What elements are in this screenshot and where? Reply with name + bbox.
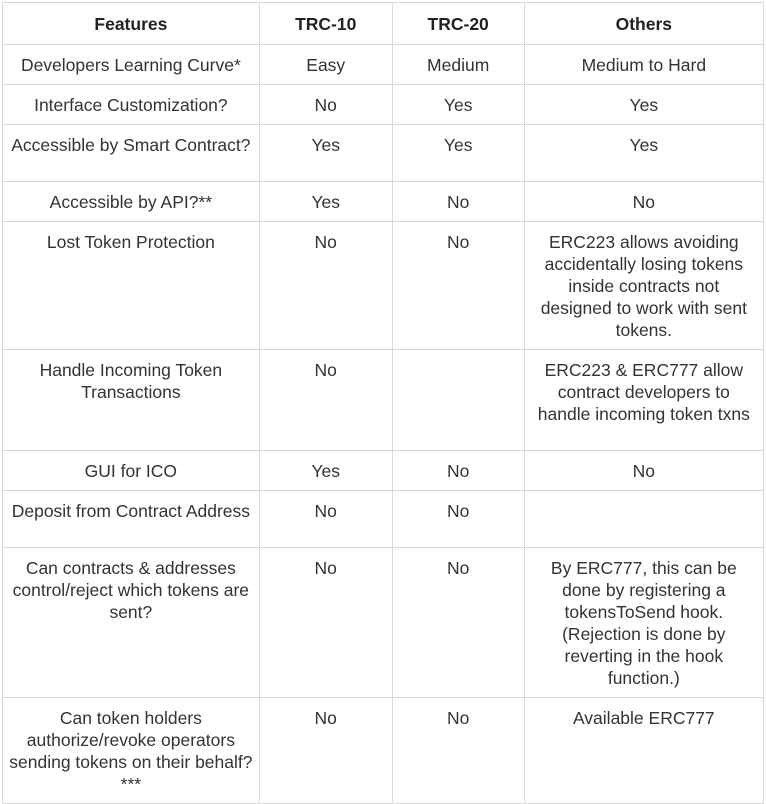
- table-row: [3, 350, 764, 451]
- trc20-cell: No: [392, 491, 524, 548]
- others-cell: By ERC777, this can be done by registering a tokensToSend hook. (Rejection is done by reverting in the hook function.): [524, 548, 763, 698]
- others-cell: No: [524, 451, 763, 491]
- table-row: [3, 548, 764, 698]
- table-row: [3, 125, 764, 182]
- trc10-cell: Easy: [259, 45, 392, 85]
- trc20-cell: [392, 350, 524, 451]
- table-row: [3, 222, 764, 350]
- trc10-cell: Yes: [259, 451, 392, 491]
- trc20-cell: No: [392, 222, 524, 350]
- table-row: [3, 698, 764, 804]
- table-row: [3, 491, 764, 548]
- others-cell: Yes: [524, 85, 763, 125]
- trc10-cell: Yes: [259, 182, 392, 222]
- trc10-cell: No: [259, 222, 392, 350]
- trc10-cell: No: [259, 491, 392, 548]
- comparison-table: [2, 2, 764, 804]
- feature-cell: Deposit from Contract Address: [3, 491, 260, 548]
- trc20-cell: No: [392, 451, 524, 491]
- feature-cell: Can token holders authorize/revoke operators sending tokens on their behalf?***: [3, 698, 260, 804]
- others-cell: Available ERC777: [524, 698, 763, 804]
- table-row: [3, 182, 764, 222]
- trc20-cell: Yes: [392, 85, 524, 125]
- others-cell: No: [524, 182, 763, 222]
- trc10-cell: No: [259, 548, 392, 698]
- header-trc10: TRC-10: [259, 3, 392, 45]
- others-cell: ERC223 & ERC777 allow contract developers to handle incoming token txns: [524, 350, 763, 451]
- others-cell: Medium to Hard: [524, 45, 763, 85]
- trc20-cell: Yes: [392, 125, 524, 182]
- feature-cell: Lost Token Protection: [3, 222, 260, 350]
- feature-cell: Developers Learning Curve*: [3, 45, 260, 85]
- trc20-cell: No: [392, 548, 524, 698]
- trc10-cell: No: [259, 698, 392, 804]
- others-cell: ERC223 allows avoiding accidentally losing tokens inside contracts not designed to work with sent tokens.: [524, 222, 763, 350]
- table-row: [3, 451, 764, 491]
- others-cell: [524, 491, 763, 548]
- trc10-cell: No: [259, 85, 392, 125]
- feature-cell: GUI for ICO: [3, 451, 260, 491]
- feature-cell: Handle Incoming Token Transactions: [3, 350, 260, 451]
- trc10-cell: No: [259, 350, 392, 451]
- feature-cell: Accessible by Smart Contract?: [3, 125, 260, 182]
- header-row: [3, 3, 764, 45]
- trc20-cell: Medium: [392, 45, 524, 85]
- trc20-cell: No: [392, 698, 524, 804]
- feature-cell: Interface Customization?: [3, 85, 260, 125]
- others-cell: Yes: [524, 125, 763, 182]
- trc10-cell: Yes: [259, 125, 392, 182]
- trc20-cell: No: [392, 182, 524, 222]
- feature-cell: Accessible by API?**: [3, 182, 260, 222]
- header-trc20: TRC-20: [392, 3, 524, 45]
- table-row: [3, 85, 764, 125]
- header-features: Features: [3, 3, 260, 45]
- header-others: Others: [524, 3, 763, 45]
- table-row: [3, 45, 764, 85]
- feature-cell: Can contracts & addresses control/reject which tokens are sent?: [3, 548, 260, 698]
